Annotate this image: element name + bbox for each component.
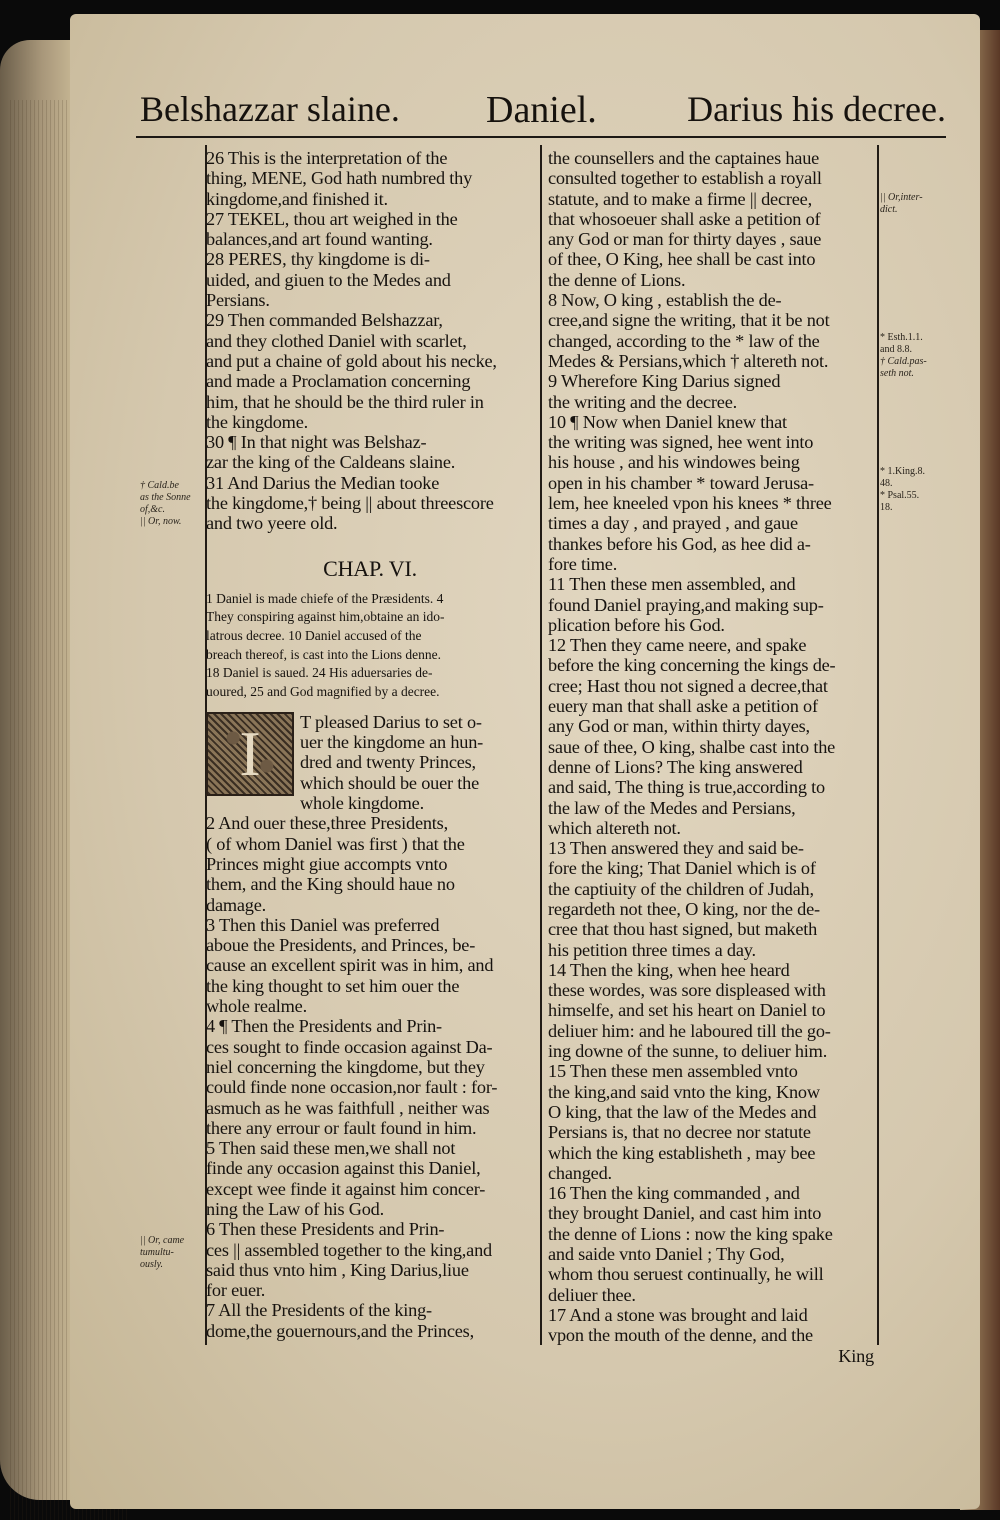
left-column [206, 148, 534, 1341]
text-line: and said, The thing is true,according to [548, 777, 825, 798]
text-line: 31 And Darius the Median tooke [206, 472, 440, 493]
text-line: open in his chamber * toward Jerusa- [548, 472, 814, 493]
text-line: 11 Then these men assembled, and [548, 574, 796, 595]
text-line: cause an excellent spirit was in him, and [206, 955, 494, 976]
right-column [548, 148, 874, 1366]
text-line: 30 ¶ In that night was Belshaz- [206, 432, 427, 453]
catchword: King [838, 1345, 874, 1366]
text-line: ( of whom Daniel was first ) that the [206, 833, 465, 854]
text-line: his house , and his windowes being [548, 452, 800, 473]
text-line: any God or man for thirty dayes , saue [548, 229, 822, 250]
text-line: which altereth not. [548, 817, 681, 838]
running-head-right: Darius his decree. [687, 89, 946, 129]
text-line: thankes before his God, as hee did a- [548, 533, 811, 554]
text-line: the law of the Medes and Persians, [548, 797, 796, 818]
text-line: statute, and to make a firme || decree, [548, 188, 812, 209]
text-line: cree,and signe the writing, that it be not [548, 310, 830, 331]
summary-line: 18 Daniel is saued. 24 His aduersaries de- [206, 665, 433, 681]
text-line: aboue the Presidents, and Princes, be- [206, 935, 476, 956]
text-line: cree that thou hast signed, but maketh [548, 919, 818, 940]
text-line: fore the king; That Daniel which is of [548, 858, 816, 879]
text-line: consulted together to establish a royall [548, 168, 822, 189]
text-line: which the king establisheth , may bee [548, 1142, 816, 1163]
running-head-left: Belshazzar slaine. [140, 89, 400, 129]
text-line: the captiuity of the children of Judah, [548, 878, 814, 899]
decorated-dropcap: I [206, 712, 294, 796]
text-line: 15 Then these men assembled vnto [548, 1061, 798, 1082]
text-line: there any errour or fault found in him. [206, 1117, 477, 1138]
text-line: the writing and the decree. [548, 391, 738, 412]
text-line: the denne of Lions. [548, 269, 686, 290]
text-line: times a day , and prayed , and gaue [548, 513, 798, 534]
margin-note-left-2: || Or, came tumultu- ously. [140, 1235, 185, 1270]
text-line: 16 Then the king commanded , and [548, 1183, 800, 1204]
text-line: except wee finde it against him concer- [206, 1178, 486, 1199]
text-line: 27 TEKEL, thou art weighed in the [206, 208, 458, 229]
summary-line: 1 Daniel is made chiefe of the Præsidents. 4 [206, 590, 444, 606]
text-line: 5 Then said these men,we shall not [206, 1138, 456, 1159]
chapter-summary [206, 590, 534, 702]
text-line: whom thou seruest continually, he will [548, 1264, 824, 1285]
summary-line: They conspiring against him,obtaine an ido- [206, 609, 445, 625]
running-head [136, 88, 946, 138]
text-line: his petition three times a day. [548, 939, 756, 960]
text-line: kingdome,and finished it. [206, 188, 388, 209]
text-line: fore time. [548, 553, 618, 574]
text-line: finde any occasion against this Daniel, [206, 1158, 481, 1179]
text-line: 13 Then answered they and said be- [548, 838, 804, 859]
text-line: 8 Now, O king , establish the de- [548, 290, 782, 311]
text-line: any God or man, within thirty dayes, [548, 716, 810, 737]
text-line: of thee, O King, hee shall be cast into [548, 249, 816, 270]
text-line: the kingdome. [206, 411, 308, 432]
text-line: 17 And a stone was brought and laid [548, 1304, 808, 1325]
text-line: himselfe, and set his heart on Daniel to [548, 1000, 826, 1021]
text-line: niel concerning the kingdome, but they [206, 1056, 485, 1077]
text-line: deliuer thee. [548, 1284, 636, 1305]
text-line: and made a Proclamation concerning [206, 371, 471, 392]
text-line: balances,and art found wanting. [206, 229, 433, 250]
chapter-heading: CHAP. VI. [323, 555, 417, 581]
text-line: and saide vnto Daniel ; Thy God, [548, 1244, 785, 1265]
text-line: euery man that shall aske a petition of [548, 696, 818, 717]
text-line: whole kingdome. [300, 793, 424, 814]
margin-note-right-3: * 1.King.8. 48. * Psal.55. 18. [880, 466, 925, 513]
text-line: vpon the mouth of the denne, and the [548, 1325, 813, 1346]
text-line: changed, according to the * law of the [548, 330, 820, 351]
text-line: these wordes, was sore displeased with [548, 980, 826, 1001]
text-line: and put a chaine of gold about his necke, [206, 350, 497, 371]
text-line: 4 ¶ Then the Presidents and Prin- [206, 1016, 442, 1037]
text-line: the king thought to set him ouer the [206, 975, 460, 996]
text-line: the counsellers and the captaines haue [548, 148, 820, 168]
text-line: the writing was signed, hee went into [548, 432, 814, 453]
text-line: Medes & Persians,which † altereth not. [548, 350, 829, 371]
text-line: ning the Law of his God. [206, 1198, 384, 1219]
text-line: whole realme. [206, 996, 307, 1017]
text-line: before the king concerning the kings de- [548, 655, 836, 676]
text-line: and they clothed Daniel with scarlet, [206, 330, 467, 351]
text-line: T pleased Darius to set o- [300, 711, 482, 732]
text-line: which should be ouer the [300, 772, 479, 793]
text-line: 2 And ouer these,three Presidents, [206, 813, 448, 834]
text-line: lem, hee kneeled vpon his knees * three [548, 493, 832, 514]
text-line: for euer. [206, 1280, 266, 1301]
text-line: uer the kingdome an hun- [300, 732, 484, 753]
summary-line: breach thereof, is cast into the Lions denne. [206, 646, 442, 662]
text-line: ces sought to finde occasion against Da- [206, 1036, 493, 1057]
right-margin-rule [877, 145, 879, 1345]
text-line: asmuch as he was faithfull , neither was [206, 1097, 490, 1118]
text-line: Princes might giue accompts vnto [206, 853, 448, 874]
margin-note-right-1: || Or,inter- dict. [880, 192, 923, 215]
column-divider-rule [540, 145, 542, 1345]
text-line: plication before his God. [548, 614, 725, 635]
text-line: that whosoeuer shall aske a petition of [548, 208, 821, 229]
text-line: and two yeere old. [206, 513, 338, 534]
text-line: saue of thee, O king, shalbe cast into the [548, 736, 836, 757]
summary-line: latrous decree. 10 Daniel accused of the [206, 628, 422, 644]
text-line: zar the king of the Caldeans slaine. [206, 452, 456, 473]
running-head-center: Daniel. [486, 89, 597, 131]
text-line: deliuer him: and he laboured till the go- [548, 1020, 831, 1041]
text-line: damage. [206, 894, 267, 915]
text-line: 10 ¶ Now when Daniel knew that [548, 411, 787, 432]
margin-note-left-1: † Cald.be as the Sonne of,&c. || Or, now. [140, 480, 191, 527]
text-line: 9 Wherefore King Darius signed [548, 371, 781, 392]
text-line: ces || assembled together to the king,and [206, 1239, 492, 1260]
text-line: 12 Then they came neere, and spake [548, 635, 807, 656]
text-line: ing downe of the sunne, to deliuer him. [548, 1041, 828, 1062]
text-line: 26 This is the interpretation of the [206, 148, 448, 168]
text-line: found Daniel praying,and making sup- [548, 594, 824, 615]
text-line: O king, that the law of the Medes and [548, 1101, 817, 1122]
text-line: them, and the King should haue no [206, 874, 455, 895]
text-line: the kingdome,† being || about threescore [206, 493, 494, 514]
text-line: denne of Lions? The king answered [548, 756, 803, 777]
text-line: cree; Hast thou not signed a decree,that [548, 675, 828, 696]
opening-paragraph [206, 712, 534, 813]
text-line: could finde none occasion,nor fault : for- [206, 1077, 498, 1098]
text-line: dome,the gouernours,and the Princes, [206, 1320, 474, 1341]
text-line: regardeth not thee, O king, nor the de- [548, 898, 820, 919]
text-line: the king,and said vnto the king, Know [548, 1081, 820, 1102]
text-line: dred and twenty Princes, [300, 752, 476, 773]
text-line: 28 PERES, thy kingdome is di- [206, 249, 430, 270]
text-line: 6 Then these Presidents and Prin- [206, 1219, 445, 1240]
text-line: 14 Then the king, when hee heard [548, 959, 790, 980]
text-line: said thus vnto him , King Darius,liue [206, 1259, 469, 1280]
text-line: thing, MENE, God hath numbred thy [206, 168, 473, 189]
text-line: they brought Daniel, and cast him into [548, 1203, 822, 1224]
text-line: the denne of Lions : now the king spake [548, 1223, 833, 1244]
margin-note-right-2: * Esth.1.1. and 8.8. † Cald.pas- seth not. [880, 332, 927, 379]
text-line: uided, and giuen to the Medes and [206, 269, 451, 290]
text-line: him, that he should be the third ruler in [206, 391, 484, 412]
text-line: Persians. [206, 290, 270, 311]
text-line: 3 Then this Daniel was preferred [206, 914, 440, 935]
text-line: Persians is, that no decree nor statute [548, 1122, 811, 1143]
text-line: 29 Then commanded Belshazzar, [206, 310, 443, 331]
text-line: changed. [548, 1162, 612, 1183]
text-line: 7 All the Presidents of the king- [206, 1300, 432, 1321]
summary-line: uoured, 25 and God magnified by a decree. [206, 684, 440, 700]
